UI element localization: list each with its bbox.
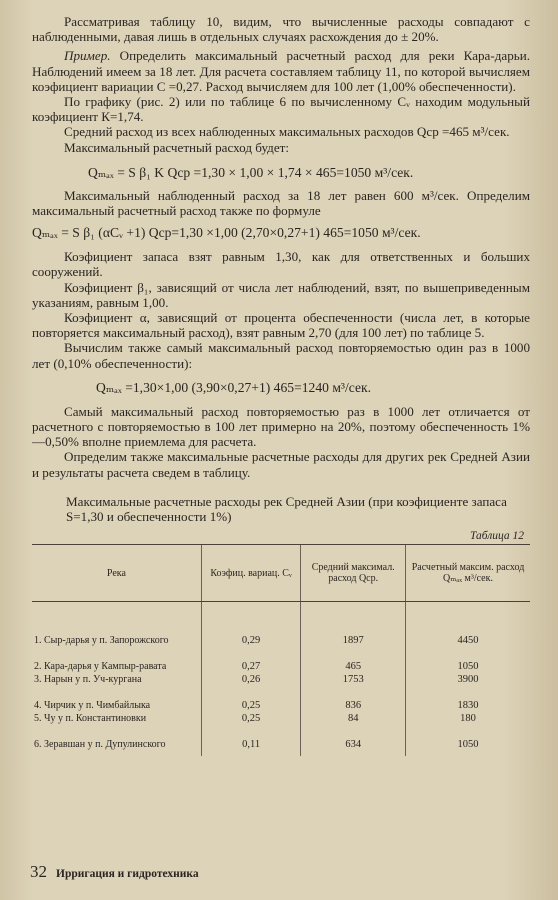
table-row [32,620,530,646]
paragraph: Самый максимальный расход повторяемостью раз в 1000 лет отличается от расчетного с повторяемостью в 100 лет примерно на 20%, поэтому обеспеченность 1%—0,50% вполне приемлема для расчета. [32,403,530,450]
paragraph: Рассматривая таблицу 10, видим, что вычисленные расходы совпадают с наблюденными, давая лишь в отдельных случаях расхождения до ± 20%. [32,14,530,45]
cv-value: 0,11 [201,724,301,750]
table-row [32,724,530,750]
data-table [32,544,530,756]
formula: Qₘₐₓ = S β₁ K Qср =1,30 × 1,00 × 1,74 × 465=1050 м³/сек. [88,164,414,180]
paragraph: Средний расход из всех наблюденных максимальных расходов Qср =465 м³/сек. [64,124,510,140]
running-title: Ирригация и гидротехника [56,868,199,880]
table-caption: Максимальные расчетные расходы рек Средней Азии (при коэфициенте запаса S=1,30 и обеспеченности 1%) [66,493,507,525]
river-name: 2. Кара-дарья у Кампыр-равата [34,661,167,673]
formula: Qₘₐₓ =1,30×1,00 (3,90×0,27+1) 465=1240 м³/сек. [96,379,372,395]
paragraph: Определим также максимальные расчетные расходы для других рек Средней Азии и результаты расчета сведем в таблицу. [32,449,530,480]
table-row [32,685,530,711]
table-row [32,646,530,672]
qmax-value: 1050 [405,646,530,672]
qavg-value: 1753 [301,672,406,685]
qavg-value: 836 [301,685,406,711]
paragraph: Коэфициент запаса взят равным 1,30, как для ответственных и больших сооружений. [32,249,530,280]
cv-value: 0,27 [201,646,301,672]
cv-value: 0,26 [201,672,301,685]
qmax-value: 180 [405,711,530,724]
example-lead: Пример. [64,48,111,64]
table-row [32,672,530,685]
header-qavg: Средний максимал. расход Qср. [301,545,406,602]
example-paragraph [32,48,530,94]
qavg-value: 634 [301,724,406,750]
paragraph: Максимальный наблюденный расход за 18 лет равен 600 м³/сек. Определим максимальный расчетный расход также по формуле [32,187,530,219]
qmax-value: 1830 [405,685,530,711]
river-name: 1. Сыр-дарья у п. Запорожского [34,635,169,647]
header-cv: Коэфиц. вариац. Cᵥ [201,545,301,602]
paragraph: Коэфициент α, зависящий от процента обеспеченности (числа лет, в которые повторяется максимальный расход), взят равным 2,70 (для 100 лет) по таблице 5. [32,310,530,341]
page-footer [30,862,199,882]
qmax-value: 3900 [405,672,530,685]
cv-value: 0,25 [201,685,301,711]
qmax-value: 4450 [405,620,530,646]
qavg-value: 1897 [301,620,406,646]
river-name: 4. Чирчик у п. Чимбайлыка [34,700,151,712]
qmax-value: 1050 [405,724,530,750]
cv-value: 0,25 [201,711,301,724]
qavg-value: 84 [301,711,406,724]
river-name: 5. Чу у п. Константиновки [34,713,147,725]
formula: Qₘₐₓ = S β₁ (αCᵥ +1) Qср=1,30 ×1,00 (2,70×0,27+1) 465=1050 м³/сек. [32,225,421,241]
river-name: 3. Нарын у п. Уч-кургана [34,674,142,686]
table-row [32,711,530,724]
header-qmax: Расчетный максим. расход Qₘₐₓ м³/сек. [405,545,530,602]
page-number: 32 [30,862,47,881]
paragraph: Максимальный расчетный расход будет: [64,139,290,155]
table-header-row [32,545,530,602]
paragraph: Коэфициент β₁, зависящий от числа лет наблюдений, взят, по вышеприведенным указаниям, равным 1,00. [32,279,530,310]
example-text: Определить максимальный расчетный расход для реки Кара-дарьи. Наблюдений имеем за 18 лет. Для расчета составляем таблицу 11, по которой вычисляем коэфициент вариации C =0,27. Расход вычисляем для 100 лет (1,00% обеспеченности). [32,48,530,94]
table-number: Таблица 12 [469,530,524,543]
paragraph: По графику (рис. 2) или по таблице 6 по вычисленному Cᵥ находим модульный коэфициент К=1,74. [32,94,530,125]
header-river: Река [32,545,201,602]
river-name: 6. Зеравшан у п. Дупулинского [34,739,166,751]
cv-value: 0,29 [201,620,301,646]
qavg-value: 465 [301,646,406,672]
paragraph: Вычислим также самый максимальный расход повторяемостью один раз в 1000 лет (0,10% обеспеченности): [32,340,530,371]
